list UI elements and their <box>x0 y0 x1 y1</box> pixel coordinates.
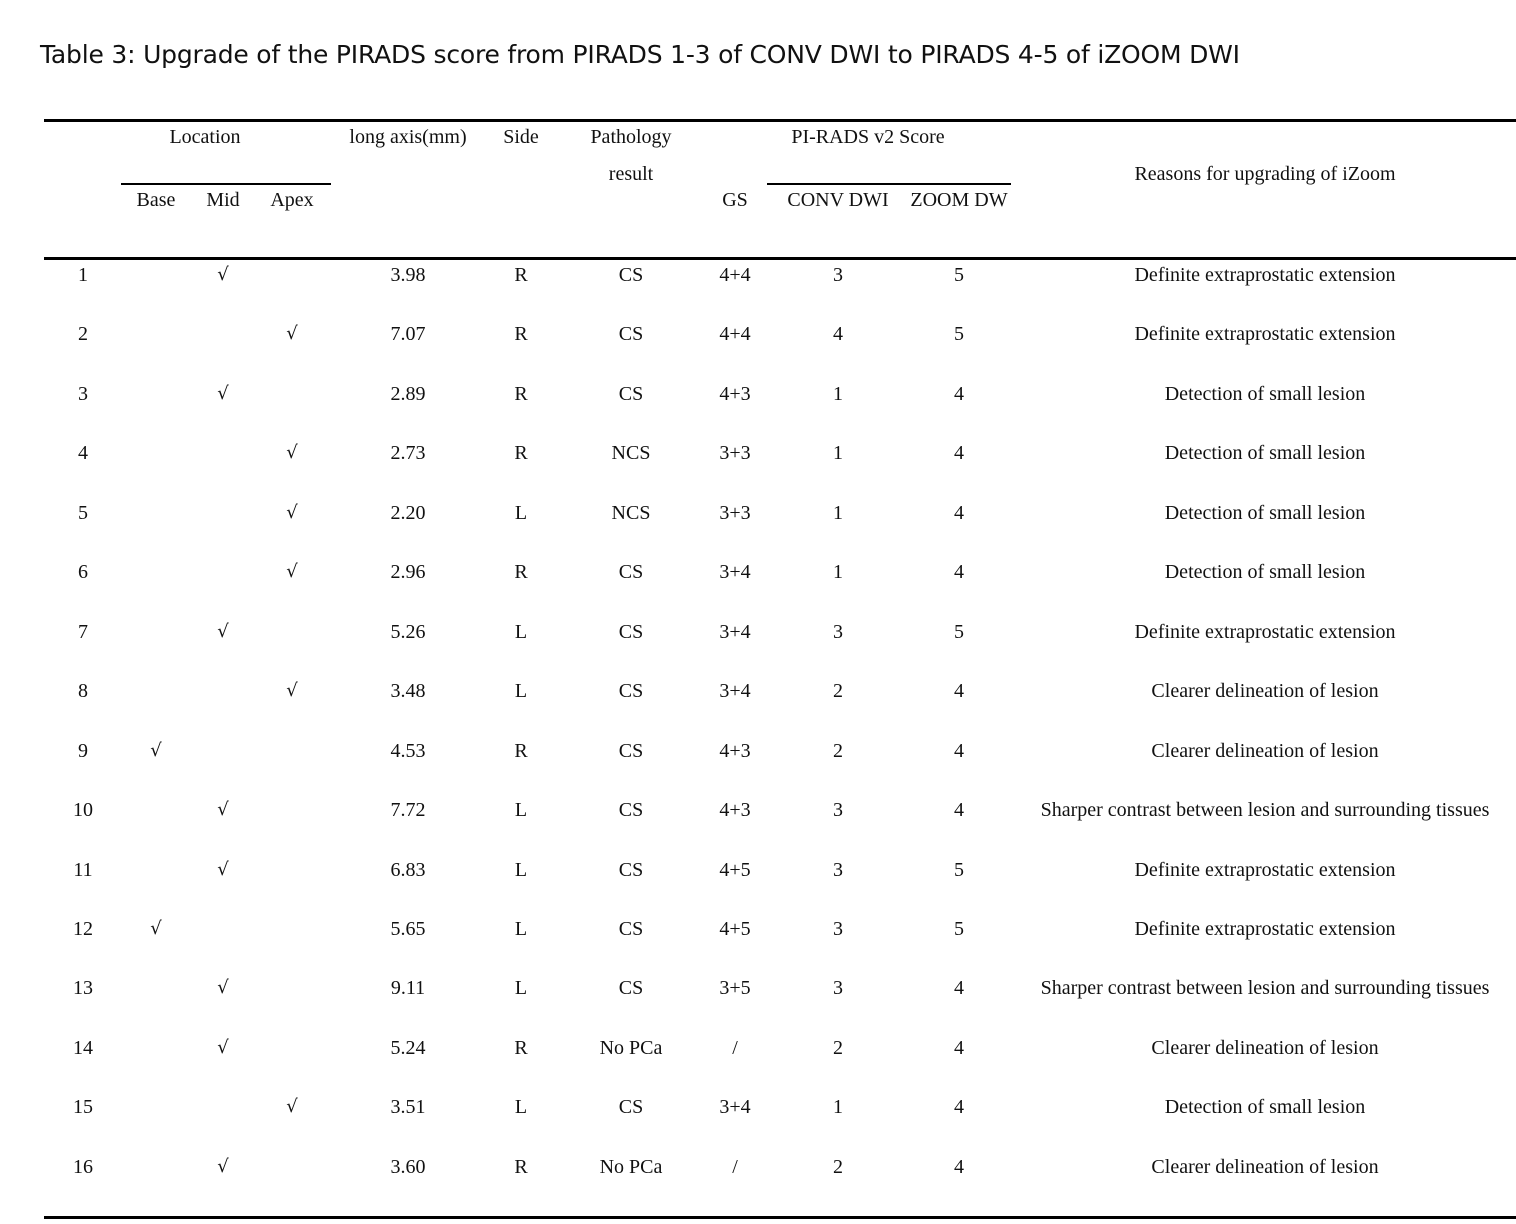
cell-gs: 3+4 <box>719 680 751 703</box>
cell-side: R <box>514 323 528 346</box>
cell-side: L <box>514 799 528 822</box>
cell-zoom-dwi: 5 <box>954 620 964 643</box>
cell-gs: / <box>732 1155 738 1178</box>
cell-long-axis: 7.07 <box>390 323 426 346</box>
cell-conv-dwi: 3 <box>833 917 843 940</box>
header-pathology-result: result <box>608 163 654 185</box>
cell-side: L <box>514 917 528 940</box>
header-location: Location <box>169 126 241 148</box>
cell-long-axis: 7.72 <box>390 799 426 822</box>
cell-conv-dwi: 3 <box>833 264 843 286</box>
check-mark-apex: √ <box>286 442 298 464</box>
cell-conv-dwi: 2 <box>833 680 843 703</box>
location-subheader-rule <box>121 183 331 185</box>
header-base: Base <box>136 189 176 211</box>
check-mark-mid: √ <box>217 264 229 285</box>
check-mark-mid: √ <box>217 977 229 999</box>
cell-long-axis: 6.83 <box>390 858 426 881</box>
header-zoom-dwi: ZOOM DW <box>910 189 1008 211</box>
cell-conv-dwi: 2 <box>833 739 843 762</box>
cell-zoom-dwi: 5 <box>954 858 964 881</box>
header-long-axis: long axis(mm) <box>349 126 467 148</box>
cell-gs: 3+4 <box>719 620 751 643</box>
cell-conv-dwi: 3 <box>833 977 843 1000</box>
cell-long-axis: 5.24 <box>390 1036 426 1059</box>
cell-reason: Detection of small lesion <box>1164 561 1366 584</box>
cell-side: R <box>514 561 528 584</box>
cell-reason: Definite extraprostatic extension <box>1134 620 1396 643</box>
cell-pathology: No PCa <box>599 1155 663 1178</box>
cell-reason: Clearer delineation of lesion <box>1151 680 1379 703</box>
cell-reason: Clearer delineation of lesion <box>1151 1036 1379 1059</box>
cell-side: L <box>514 1096 528 1119</box>
cell-pathology: NCS <box>611 442 651 465</box>
cell-conv-dwi: 2 <box>833 1036 843 1059</box>
table-bottom-rule <box>44 1216 1516 1219</box>
cell-long-axis: 3.51 <box>390 1096 426 1119</box>
cell-reason: Detection of small lesion <box>1164 382 1366 405</box>
cell-long-axis: 5.26 <box>390 620 426 643</box>
header-apex: Apex <box>270 189 314 211</box>
cell-long-axis: 3.98 <box>390 264 426 286</box>
cell-row-number: 2 <box>78 323 88 346</box>
cell-zoom-dwi: 4 <box>954 799 964 822</box>
check-mark-apex: √ <box>286 323 298 345</box>
cell-row-number: 8 <box>78 680 88 703</box>
cell-zoom-dwi: 4 <box>954 561 964 584</box>
cell-reason: Definite extraprostatic extension <box>1134 917 1396 940</box>
cell-gs: 3+4 <box>719 561 751 584</box>
cell-conv-dwi: 3 <box>833 858 843 881</box>
cell-long-axis: 2.73 <box>390 442 426 465</box>
cell-reason: Sharper contrast between lesion and surrounding tissues <box>1040 977 1490 1000</box>
cell-zoom-dwi: 4 <box>954 739 964 762</box>
cell-row-number: 4 <box>78 442 88 465</box>
check-mark-base: √ <box>150 917 162 939</box>
cell-zoom-dwi: 4 <box>954 1155 964 1178</box>
cell-reason: Clearer delineation of lesion <box>1151 1155 1379 1178</box>
cell-pathology: No PCa <box>599 1036 663 1059</box>
cell-reason: Definite extraprostatic extension <box>1134 858 1396 881</box>
cell-gs: 3+4 <box>719 1096 751 1119</box>
cell-reason: Clearer delineation of lesion <box>1151 739 1379 762</box>
cell-row-number: 12 <box>73 917 93 940</box>
check-mark-mid: √ <box>217 382 229 404</box>
check-mark-apex: √ <box>286 501 298 523</box>
header-pirads: PI-RADS v2 Score <box>791 126 945 148</box>
table-top-rule <box>44 119 1516 122</box>
cell-row-number: 16 <box>73 1155 93 1178</box>
cell-long-axis: 3.48 <box>390 680 426 703</box>
cell-gs: 4+4 <box>719 264 751 286</box>
cell-zoom-dwi: 5 <box>954 323 964 346</box>
cell-conv-dwi: 1 <box>833 561 843 584</box>
table-header-rule <box>44 257 1516 260</box>
pirads-subheader-rule <box>767 183 1011 185</box>
cell-pathology: CS <box>618 561 644 584</box>
cell-row-number: 1 <box>78 264 88 286</box>
cell-long-axis: 3.60 <box>390 1155 426 1178</box>
cell-row-number: 7 <box>78 620 88 643</box>
check-mark-apex: √ <box>286 680 298 702</box>
cell-side: L <box>514 680 528 703</box>
cell-row-number: 6 <box>78 561 88 584</box>
cell-row-number: 9 <box>78 739 88 762</box>
cell-zoom-dwi: 4 <box>954 442 964 465</box>
cell-pathology: CS <box>618 799 644 822</box>
cell-pathology: CS <box>618 264 644 286</box>
check-mark-base: √ <box>150 739 162 761</box>
cell-row-number: 11 <box>73 858 93 881</box>
header-gs: GS <box>722 189 748 211</box>
cell-long-axis: 9.11 <box>390 977 426 1000</box>
check-mark-apex: √ <box>286 561 298 583</box>
cell-gs: 3+5 <box>719 977 751 1000</box>
header-reasons: Reasons for upgrading of iZoom <box>1134 163 1396 185</box>
check-mark-apex: √ <box>286 1096 298 1118</box>
cell-zoom-dwi: 4 <box>954 1036 964 1059</box>
header-side: Side <box>503 126 539 148</box>
cell-zoom-dwi: 5 <box>954 917 964 940</box>
cell-pathology: CS <box>618 858 644 881</box>
cell-reason: Definite extraprostatic extension <box>1134 323 1396 346</box>
cell-pathology: CS <box>618 739 644 762</box>
cell-pathology: CS <box>618 917 644 940</box>
cell-gs: 4+3 <box>719 799 751 822</box>
cell-conv-dwi: 3 <box>833 620 843 643</box>
cell-gs: 4+5 <box>719 858 751 881</box>
cell-row-number: 5 <box>78 501 88 524</box>
cell-side: L <box>514 858 528 881</box>
cell-row-number: 14 <box>73 1036 93 1059</box>
cell-pathology: CS <box>618 977 644 1000</box>
cell-pathology: CS <box>618 620 644 643</box>
cell-zoom-dwi: 4 <box>954 977 964 1000</box>
cell-conv-dwi: 1 <box>833 1096 843 1119</box>
cell-pathology: CS <box>618 680 644 703</box>
cell-reason: Sharper contrast between lesion and surrounding tissues <box>1040 799 1490 822</box>
cell-gs: 4+4 <box>719 323 751 346</box>
cell-gs: 4+3 <box>719 739 751 762</box>
cell-zoom-dwi: 4 <box>954 680 964 703</box>
cell-pathology: NCS <box>611 501 651 524</box>
cell-reason: Detection of small lesion <box>1164 442 1366 465</box>
cell-zoom-dwi: 4 <box>954 501 964 524</box>
cell-gs: 3+3 <box>719 442 751 465</box>
cell-side: R <box>514 739 528 762</box>
cell-row-number: 13 <box>73 977 93 1000</box>
cell-side: R <box>514 1036 528 1059</box>
cell-row-number: 10 <box>73 799 93 822</box>
cell-gs: 3+3 <box>719 501 751 524</box>
header-conv-dwi: CONV DWI <box>787 189 889 211</box>
cell-pathology: CS <box>618 1096 644 1119</box>
cell-zoom-dwi: 4 <box>954 1096 964 1119</box>
header-mid: Mid <box>206 189 240 211</box>
cell-side: R <box>514 442 528 465</box>
cell-pathology: CS <box>618 323 644 346</box>
cell-conv-dwi: 2 <box>833 1155 843 1178</box>
cell-conv-dwi: 3 <box>833 799 843 822</box>
check-mark-mid: √ <box>217 620 229 642</box>
cell-conv-dwi: 1 <box>833 442 843 465</box>
check-mark-mid: √ <box>217 799 229 821</box>
cell-reason: Detection of small lesion <box>1164 1096 1366 1119</box>
cell-gs: 4+3 <box>719 382 751 405</box>
cell-side: R <box>514 1155 528 1178</box>
cell-conv-dwi: 4 <box>833 323 843 346</box>
cell-pathology: CS <box>618 382 644 405</box>
cell-gs: 4+5 <box>719 917 751 940</box>
cell-long-axis: 2.89 <box>390 382 426 405</box>
cell-long-axis: 2.20 <box>390 501 426 524</box>
cell-long-axis: 2.96 <box>390 561 426 584</box>
cell-side: L <box>514 977 528 1000</box>
cell-conv-dwi: 1 <box>833 382 843 405</box>
cell-gs: / <box>732 1036 738 1059</box>
check-mark-mid: √ <box>217 1036 229 1058</box>
cell-side: L <box>514 501 528 524</box>
header-pathology: Pathology <box>590 126 672 148</box>
cell-conv-dwi: 1 <box>833 501 843 524</box>
cell-side: R <box>514 382 528 405</box>
table-caption: Table 3: Upgrade of the PIRADS score from PIRADS 1-3 of CONV DWI to PIRADS 4-5 of iZOOM DWI <box>40 40 1240 69</box>
cell-side: L <box>514 620 528 643</box>
cell-row-number: 3 <box>78 382 88 405</box>
cell-reason: Definite extraprostatic extension <box>1134 264 1396 286</box>
check-mark-mid: √ <box>217 858 229 880</box>
cell-zoom-dwi: 5 <box>954 264 964 286</box>
check-mark-mid: √ <box>217 1155 229 1177</box>
cell-reason: Detection of small lesion <box>1164 501 1366 524</box>
cell-long-axis: 4.53 <box>390 739 426 762</box>
cell-side: R <box>514 264 528 286</box>
cell-zoom-dwi: 4 <box>954 382 964 405</box>
cell-long-axis: 5.65 <box>390 917 426 940</box>
cell-row-number: 15 <box>73 1096 93 1119</box>
